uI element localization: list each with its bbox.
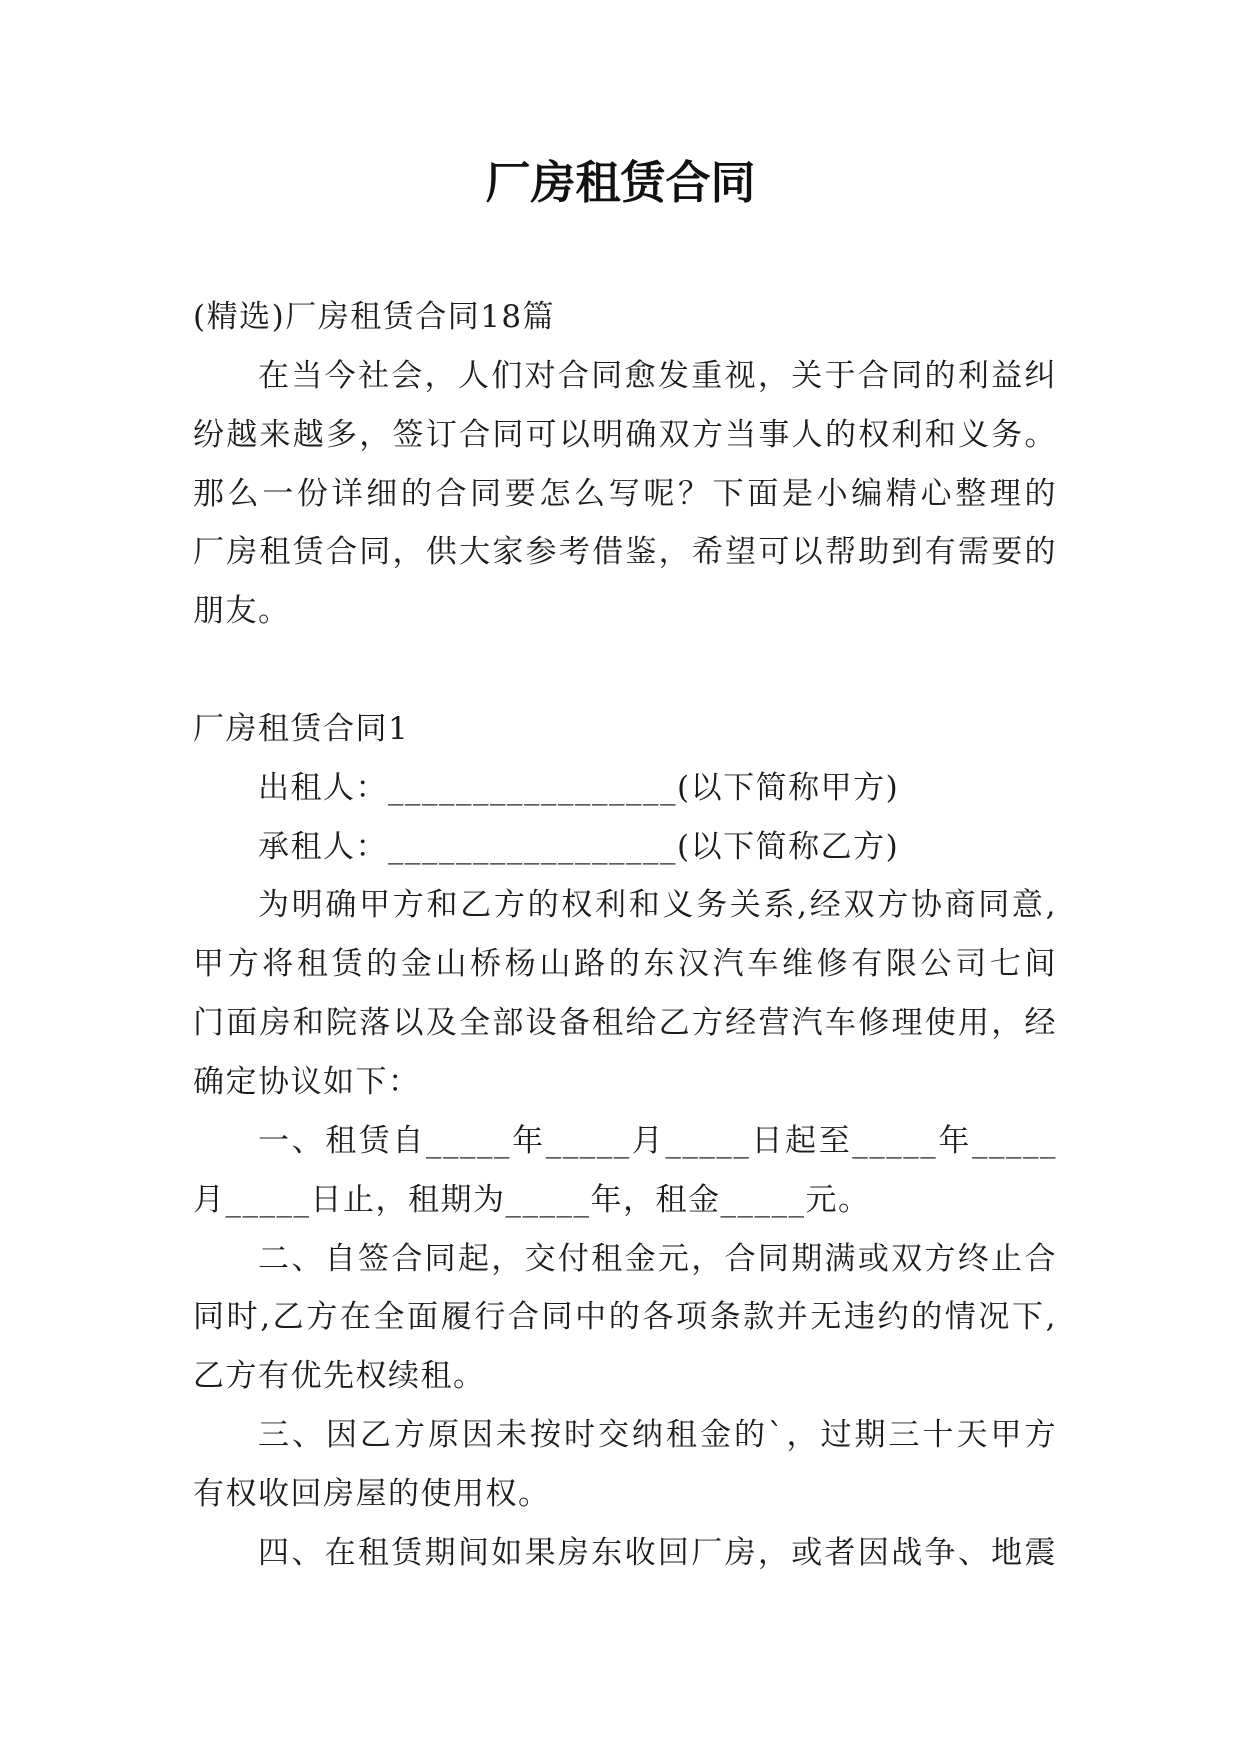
clause-2-line: 乙方有优先权续租。 (193, 1358, 486, 1395)
clause-3-line: 三、因乙方原因未按时交纳租金的`，过期三十天甲方 (258, 1417, 1057, 1454)
clause-2-line: 同时,乙方在全面履行合同中的各项条款并无违约的情况下, (193, 1299, 1057, 1336)
purpose-line: 为明确甲方和乙方的权利和义务关系,经双方协商同意, (258, 887, 1057, 924)
clause-4-line: 四、在租赁期间如果房东收回厂房，或者因战争、地震 (258, 1534, 1057, 1571)
paragraph-gap (193, 641, 1057, 700)
clause-1-line: 月_____日止，租期为_____年，租金_____元。 (193, 1181, 871, 1218)
intro-line: 朋友。 (193, 593, 291, 630)
purpose-line: 确定协议如下： (193, 1063, 421, 1100)
intro-line: 厂房租赁合同，供大家参考借鉴，希望可以帮助到有需要的 (193, 534, 1057, 571)
document-body (193, 288, 1057, 1583)
contract-heading: 厂房租赁合同1 (193, 710, 410, 747)
intro-line: 纷越来越多，签订合同可以明确双方当事人的权利和义务。 (193, 416, 1057, 453)
lessee-line: 承租人：_________________(以下简称乙方) (258, 828, 900, 865)
intro-line: 在当今社会，人们对合同愈发重视，关于合同的利益纠 (258, 357, 1057, 394)
clause-2-line: 二、自签合同起，交付租金元，合同期满或双方终止合 (258, 1240, 1057, 1277)
clause-3-line: 有权收回房屋的使用权。 (193, 1475, 551, 1512)
document-title: 厂房租赁合同 (485, 156, 756, 209)
clause-1-line: 一、租赁自_____年_____月_____日起至_____年_____ (258, 1122, 1057, 1159)
document-subtitle: (精选)厂房租赁合同18篇 (193, 299, 556, 335)
purpose-line: 甲方将租赁的金山桥杨山路的东汉汽车维修有限公司七间 (193, 946, 1057, 983)
lessor-line: 出租人：_________________(以下简称甲方) (258, 769, 900, 806)
intro-line: 那么一份详细的合同要怎么写呢？下面是小编精心整理的 (193, 475, 1057, 512)
purpose-line: 门面房和院落以及全部设备租给乙方经营汽车修理使用，经 (193, 1005, 1057, 1042)
